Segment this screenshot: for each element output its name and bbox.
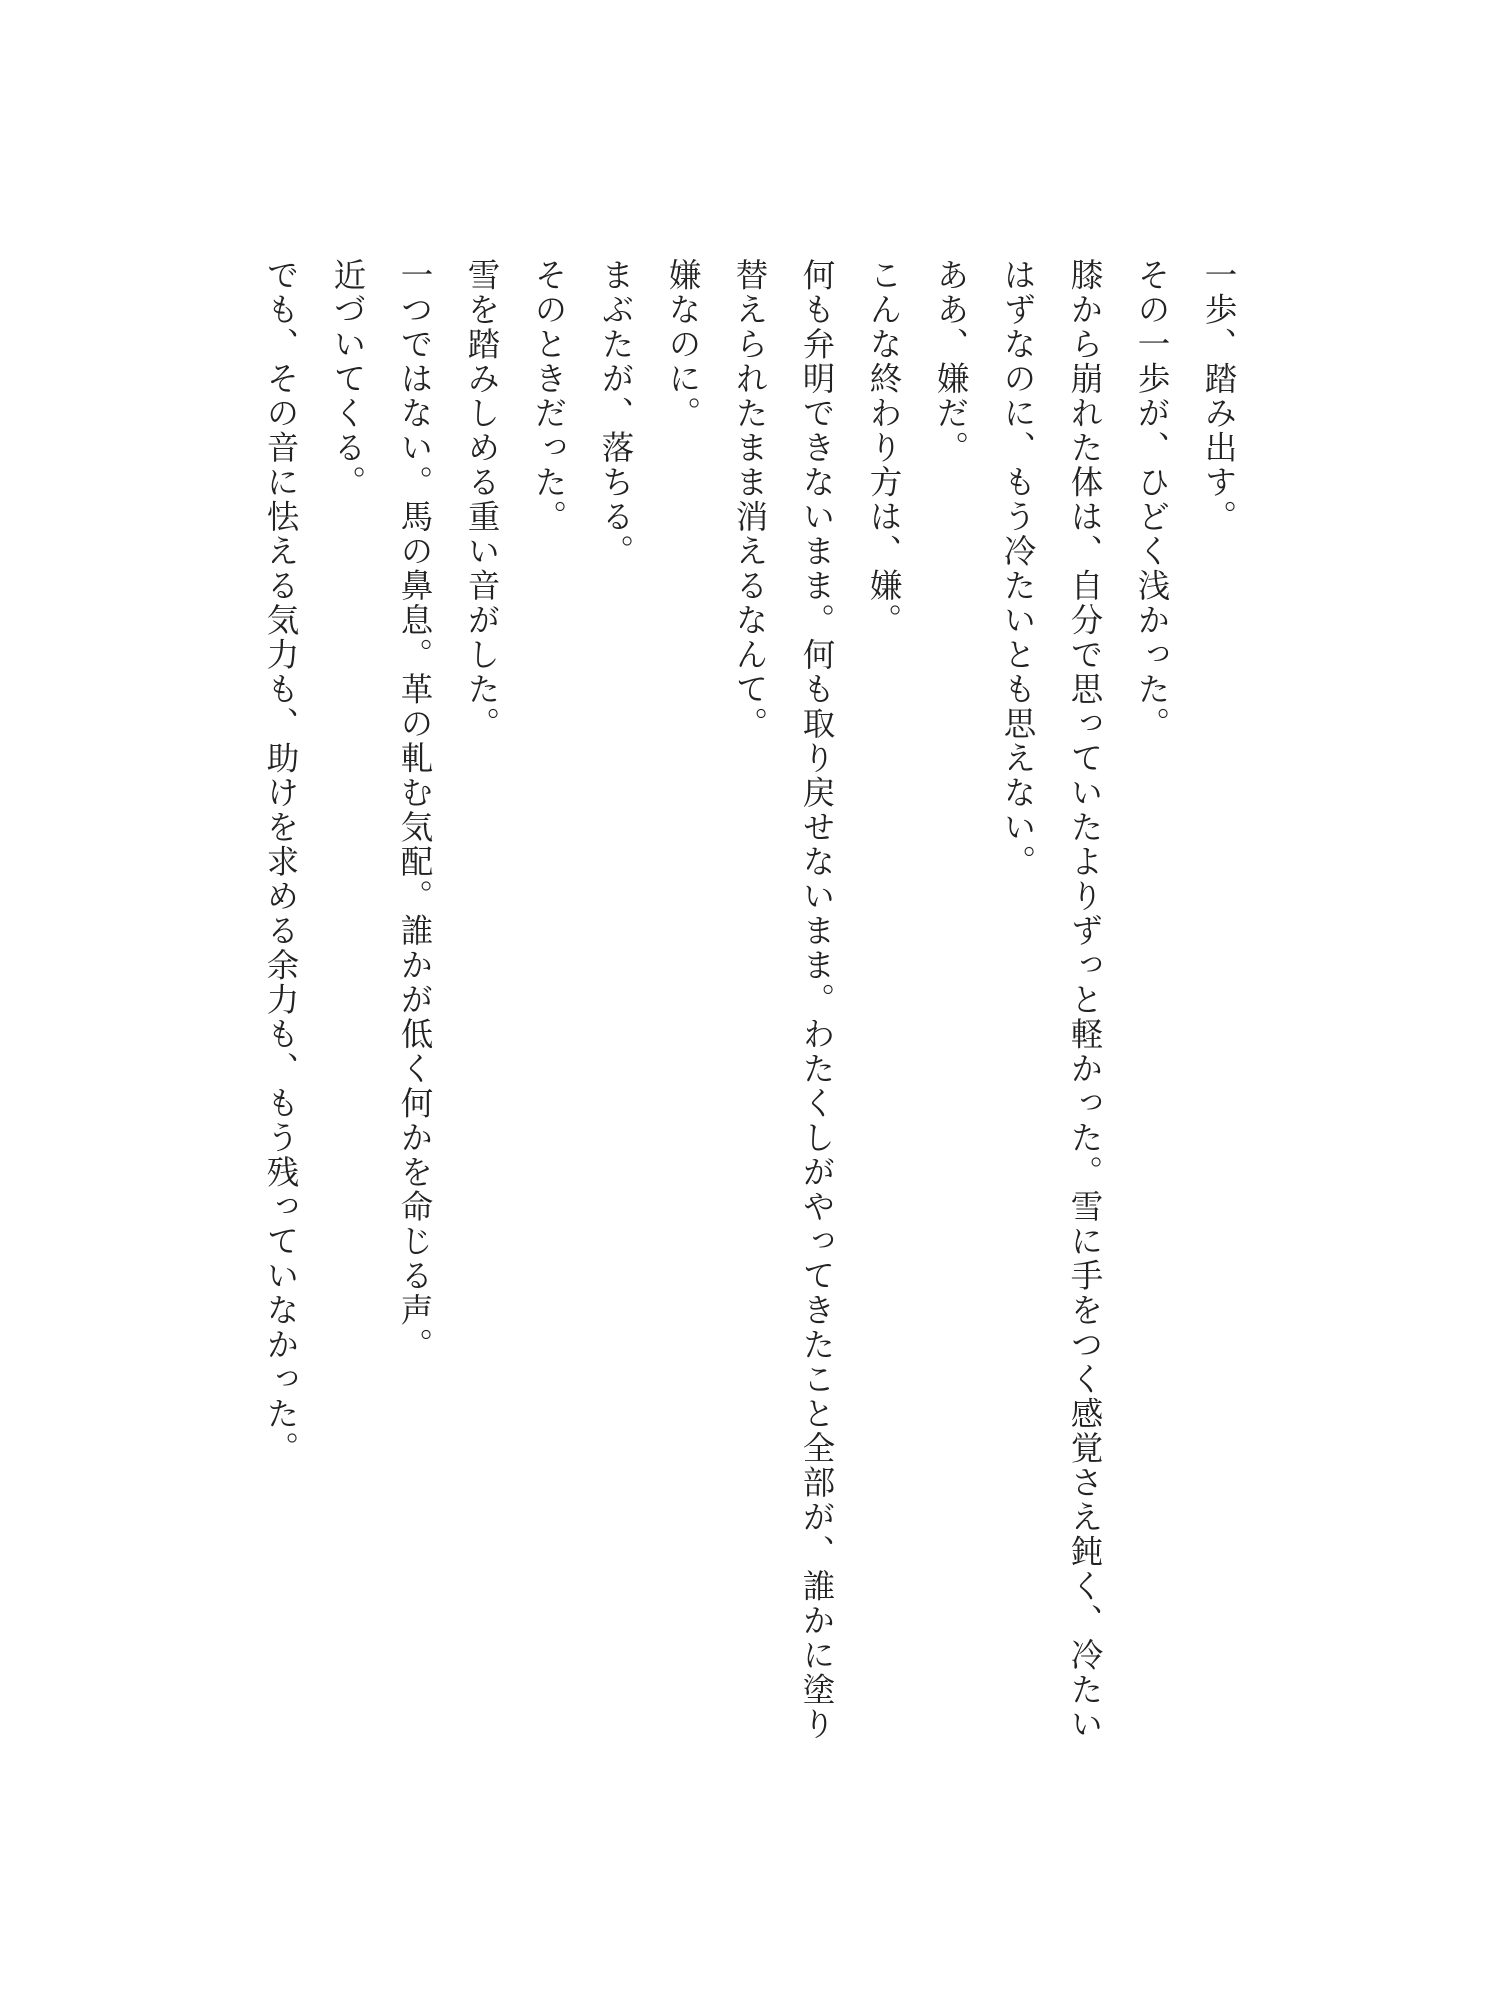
vertical-text-body: [247, 258, 1252, 1758]
text-line-9: そのときだった。: [530, 258, 568, 534]
text-line-12: 近づいてくる。: [329, 258, 367, 500]
text-line-4: ああ、嫌だ。: [932, 258, 970, 465]
text-line-5: こんな終わり方は、嫌。: [865, 258, 903, 638]
text-line-8: まぶたが、落ちる。: [597, 258, 635, 569]
text-line-3: 膝から崩れた体は、自分で思っていたよりずっと軽かった。雪に手をつく感覚さえ鈍く、冷たいはずなのに、もう冷たいとも思えない。: [999, 258, 1104, 1742]
text-line-1: 一歩、踏み出す。: [1200, 258, 1238, 534]
text-line-6: 何も弁明できないまま。何も取り戻せないまま。わたくしがやってきたこと全部が、誰かに塗り替えられたまま消えるなんて。: [731, 258, 836, 1742]
text-line-7: 嫌なのに。: [664, 258, 702, 431]
text-line-2: その一歩が、ひどく浅かった。: [1133, 258, 1171, 741]
text-line-10: 雪を踏みしめる重い音がした。: [463, 258, 501, 741]
text-line-11: 一つではない。馬の鼻息。革の軋む気配。誰かが低く何かを命じる声。: [396, 258, 434, 1362]
text-line-13: でも、その音に怯える気力も、助けを求める余力も、もう残っていなかった。: [262, 258, 300, 1466]
